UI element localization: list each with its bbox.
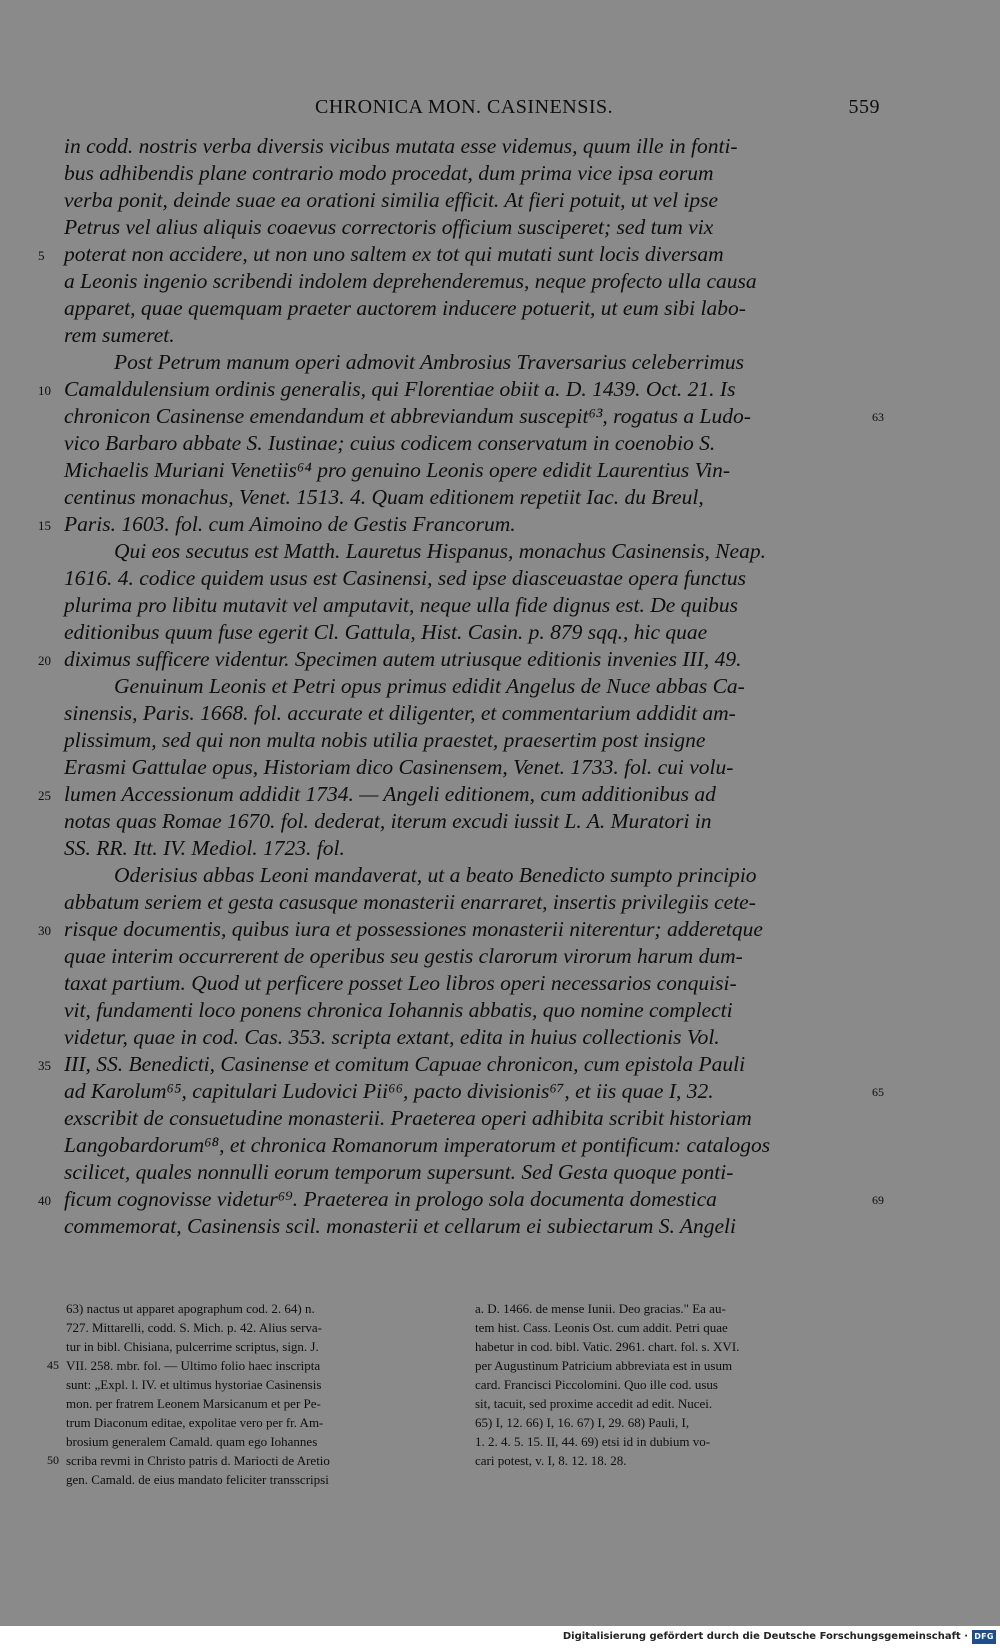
margin-note: 69 xyxy=(872,1193,884,1207)
footnote-line: brosium generalem Camald. quam ego Iohannes xyxy=(66,1434,318,1449)
text-line: plissimum, sed qui non multa nobis utilia praestet, praesertim post insigne xyxy=(64,728,706,752)
text-line: ad Karolum⁶⁵, capitulari Ludovici Pii⁶⁶, pacto divisionis⁶⁷, et iis quae I, 32. xyxy=(64,1079,714,1103)
text-line: centinus monachus, Venet. 1513. 4. Quam editionem repetiit Iac. du Breul, xyxy=(64,485,704,509)
footnote-line: habetur in cod. bibl. Vatic. 2961. chart. fol. s. XVI. xyxy=(475,1339,740,1354)
text-line: rem sumeret. xyxy=(64,323,175,347)
footnote-line: 63) nactus ut apparet apographum cod. 2. 64) n. xyxy=(66,1301,315,1316)
margin-note: 63 xyxy=(872,410,884,424)
text-line: vico Barbaro abbate S. Iustinae; cuius codicem conservatum in coenobio S. xyxy=(64,431,716,455)
text-line: Langobardorum⁶⁸, et chronica Romanorum imperatorum et pontificum: catalogos xyxy=(64,1133,771,1157)
text-line: Post Petrum manum operi admovit Ambrosius Traversarius celeberrimus xyxy=(114,350,745,374)
text-line: in codd. nostris verba diversis vicibus mutata esse videmus, quum ille in fonti- xyxy=(64,134,738,158)
text-line: a Leonis ingenio scribendi indolem deprehenderemus, neque profecto ulla causa xyxy=(64,269,757,293)
text-line: SS. RR. Itt. IV. Mediol. 1723. fol. xyxy=(64,836,345,860)
line-number: 35 xyxy=(38,1058,51,1073)
footnotes xyxy=(0,1300,1000,1570)
footnote-line: 727. Mittarelli, codd. S. Mich. p. 42. Alius serva- xyxy=(66,1320,323,1335)
footnote-line: scriba revmi in Christo patris d. Mariocti de Aretio xyxy=(66,1453,330,1468)
line-number: 15 xyxy=(38,518,51,533)
text-line: quae interim occurrerent de operibus seu gestis clarorum virorum harum dum- xyxy=(64,944,743,968)
text-line: Petrus vel alius aliquis coaevus correctoris officium susciperet; sed tum vix xyxy=(64,215,714,239)
footnote-line: sit, tacuit, sed proxime accedit ad edit. Nucei. xyxy=(475,1396,713,1411)
text-line: Camaldulensium ordinis generalis, qui Florentiae obiit a. D. 1439. Oct. 21. Is xyxy=(64,377,736,401)
line-number: 40 xyxy=(38,1193,51,1208)
footnote-line: trum Diaconum editae, expolitae vero per fr. Am- xyxy=(66,1415,324,1430)
text-line: exscribit de consuetudine monasterii. Praeterea operi adhibita scribit historiam xyxy=(64,1106,752,1130)
dfg-logo: DFG xyxy=(972,1630,996,1644)
footnote-line: tur in bibl. Chisiana, pulcerrime scriptus, sign. J. xyxy=(66,1339,319,1354)
text-line: bus adhibendis plane contrario modo procedat, dum prima vice ipsa eorum xyxy=(64,161,714,185)
text-line: Erasmi Gattulae opus, Historiam dico Casinensem, Venet. 1733. fol. cui volu- xyxy=(64,755,734,779)
text-line: lumen Accessionum addidit 1734. — Angeli editionem, cum additionibus ad xyxy=(64,782,716,806)
text-line: poterat non accidere, ut non uno saltem ex tot qui mutati sunt locis diversam xyxy=(64,242,724,266)
margin-note: 65 xyxy=(872,1085,884,1099)
footnote-line: per Augustinum Patricium abbreviata est in usum xyxy=(475,1358,733,1373)
digitization-footer xyxy=(0,1626,1000,1648)
footnote-line: 65) I, 12. 66) I, 16. 67) I, 29. 68) Pauli, I, xyxy=(475,1415,690,1430)
text-line: vit, fundamenti loco ponens chronica Iohannis abbatis, quo nomine complecti xyxy=(64,998,733,1022)
footnote-line-number: 45 xyxy=(47,1358,59,1372)
text-line: Michaelis Muriani Venetiis⁶⁴ pro genuino Leonis opere edidit Laurentius Vin- xyxy=(64,458,731,482)
footnote-line: a. D. 1466. de mense Iunii. Deo gracias." Ea au- xyxy=(475,1301,726,1316)
line-number: 5 xyxy=(38,248,45,263)
footnote-line: mon. per fratrem Leonem Marsicanum et per Pe- xyxy=(66,1396,321,1411)
text-line: risque documentis, quibus iura et possessiones monasterii niterentur; adderetque xyxy=(64,917,763,941)
text-line: Genuinum Leonis et Petri opus primus edidit Angelus de Nuce abbas Ca- xyxy=(114,674,745,698)
running-title: CHRONICA MON. CASINENSIS. xyxy=(315,96,614,118)
footnote-line-number: 50 xyxy=(47,1453,59,1467)
text-line: verba ponit, deinde suae ea orationi similia efficit. At fieri potuit, ut vel ipse xyxy=(64,188,719,212)
text-line: commemorat, Casinensis scil. monasterii et cellarum ei subiectarum S. Angeli xyxy=(64,1214,737,1238)
text-line: taxat partium. Quod ut perficere posset Leo libros operi necessarios conquisi- xyxy=(64,971,737,995)
text-line: ficum cognovisse videtur⁶⁹. Praeterea in prologo sola documenta domestica xyxy=(64,1187,717,1211)
footnote-line: VII. 258. mbr. fol. — Ultimo folio haec inscripta xyxy=(66,1358,321,1373)
footnote-line: 1. 2. 4. 5. 15. II, 44. 69) etsi id in dubium vo- xyxy=(475,1434,711,1449)
text-line: editionibus quum fuse egerit Cl. Gattula, Hist. Casin. p. 879 sqq., hic quae xyxy=(64,620,708,644)
text-line: scilicet, quales nonnulli eorum temporum supersunt. Sed Gesta quoque ponti- xyxy=(64,1160,734,1184)
footnote-line: card. Francisci Piccolomini. Quo ille cod. usus xyxy=(475,1377,718,1392)
line-number: 30 xyxy=(38,923,51,938)
text-line: abbatum seriem et gesta casusque monasterii enarraret, insertis privilegiis cete- xyxy=(64,890,756,914)
footnote-line: sunt: „Expl. l. IV. et ultimus hystoriae Casinensis xyxy=(66,1377,322,1392)
footnote-line: cari potest, v. I, 8. 12. 18. 28. xyxy=(475,1453,627,1468)
text-line: videtur, quae in cod. Cas. 353. scripta extant, edita in huius collectionis Vol. xyxy=(64,1025,720,1049)
page-number: 559 xyxy=(848,96,880,118)
text-line: plurima pro libitu mutavit vel amputavit, neque ulla fide dignus est. De quibus xyxy=(64,593,738,617)
text-line: 1616. 4. codice quidem usus est Casinensi, sed ipse diasceuastae opera functus xyxy=(64,566,746,590)
line-number: 25 xyxy=(38,788,51,803)
text-line: sinensis, Paris. 1668. fol. accurate et diligenter, et commentarium addidit am- xyxy=(64,701,736,725)
text-line: Paris. 1603. fol. cum Aimoino de Gestis Francorum. xyxy=(64,512,516,536)
text-line: Oderisius abbas Leoni mandaverat, ut a beato Benedicto sumpto principio xyxy=(114,863,757,887)
line-number: 20 xyxy=(38,653,51,668)
text-line: notas quas Romae 1670. fol. dederat, iterum excudi iussit L. A. Muratori in xyxy=(64,809,712,833)
text-line: apparet, quae quemquam praeter auctorem inducere potuerit, ut eum sibi labo- xyxy=(64,296,746,320)
funding-credit: Digitalisierung gefördert durch die Deutsche Forschungsgemeinschaft · xyxy=(562,1631,968,1642)
footnote-line: tem hist. Cass. Leonis Ost. cum addit. Petri quae xyxy=(475,1320,728,1335)
line-number: 10 xyxy=(38,383,51,398)
text-line: chronicon Casinense emendandum et abbreviandum suscepit⁶³, rogatus a Ludo- xyxy=(64,404,751,428)
text-line: Qui eos secutus est Matth. Lauretus Hispanus, monachus Casinensis, Neap. xyxy=(114,539,766,563)
text-line: diximus sufficere videntur. Specimen autem utriusque editionis invenies III, 49. xyxy=(64,647,742,671)
footnote-line: gen. Camald. de eius mandato feliciter transscripsi xyxy=(66,1472,329,1487)
text-line: III, SS. Benedicti, Casinense et comitum Capuae chronicon, cum epistola Pauli xyxy=(64,1052,746,1076)
